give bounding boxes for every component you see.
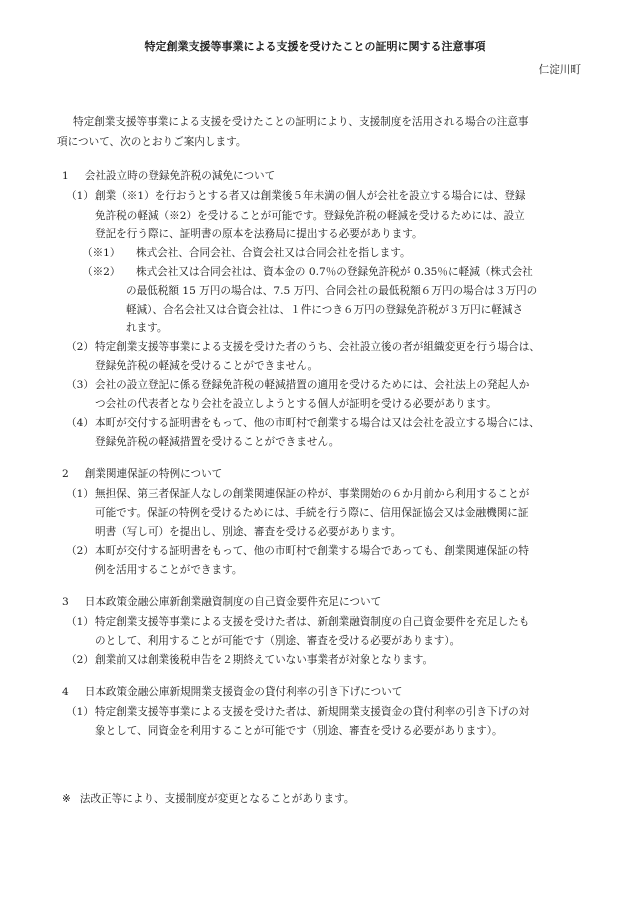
section-4-heading [62,687,402,698]
section-2-heading [62,469,222,480]
item-label: （2） [66,341,94,353]
section-number: 1 [62,170,69,182]
section-number: 3 [62,596,69,608]
note-line: れます。 [126,322,168,334]
item-line: 象として、同資金を利用することが可能です（別途、審査を受ける必要があります）。 [95,725,503,737]
item-label: （3） [66,379,94,391]
section-number: 2 [62,468,69,480]
item-line: のとして、利用することが可能です（別途、審査を受ける必要があります）。 [95,635,461,647]
item-line: 登録免許税の軽減措置を受けることができません。 [95,436,340,448]
item-line: 無担保、第三者保証人なしの創業関連保証の枠が、事業開始の６か月前から利用することが [95,488,530,500]
note-label: （※2） [82,266,121,278]
note-line: 軽減）、合名会社又は合資会社は、１件につき６万円の登録免許税が３万円に軽減さ [126,304,524,316]
intro-line-1: 特定創業支援等事業による支援を受けたことの証明により、支援制度を活用される場合の注意事 [73,116,529,128]
item-label: （1） [66,488,94,500]
section-3-heading [62,597,381,608]
item-line: 創業前又は創業後税申告を２期終えていない事業者が対象となります。 [95,654,434,666]
item-label: （1） [66,190,94,202]
issuing-office: 仁淀川町 [538,64,581,76]
item-line: 可能です。保証の特例を受けるためには、手続を行う際に、信用保証協会又は金融機関に証 [95,507,529,519]
section-title: 日本政策金融公庫新創業融資制度の自己資金要件充足について [84,596,382,608]
section-1-heading [62,171,275,182]
item-line: 登記を行う際に、証明書の原本を法務局に提出する必要があります。 [95,228,423,240]
item-line: 創業（※1）を行おうとする者又は創業後５年未満の個人が会社を設立する場合には、登録 [95,190,526,202]
item-line: 特定創業支援等事業による支援を受けた者は、新創業融資制度の自己資金要件を充足したも [95,616,530,628]
intro-line-2: 項について、次のとおりご案内します。 [57,136,247,148]
item-line: 特定創業支援等事業による支援を受けた者は、新規開業支援資金の貸付利率の引き下げの対 [95,706,530,718]
item-label: （2） [66,545,94,557]
item-line: 本町が交付する証明書をもって、他の市町村で創業する場合であっても、創業関連保証の特 [95,545,530,557]
note-line: 株式会社又は合同会社は、資本金の 0.7％の登録免許税が 0.35％に軽減（株式会社 [136,266,533,278]
item-line: 本町が交付する証明書をもって、他の市町村で創業する場合は又は会社を設立する場合には、 [95,417,540,429]
item-line: 明書（写し可）を提出し、別途、審査を受ける必要があります。 [95,526,402,538]
section-title: 会社設立時の登録免許税の減免について [84,170,276,182]
footer-note [62,794,354,805]
section-title: 日本政策金融公庫新規開業支援資金の貸付利率の引き下げについて [84,686,403,698]
item-label: （4） [66,417,94,429]
footer-text: 法改正等により、支援制度が変更となることがあります。 [79,793,355,805]
item-line: 特定創業支援等事業による支援を受けた者のうち、会社設立後の者が組織変更を行う場合は、 [95,341,540,353]
note-line: の最低税額 15 万円の場合は、7.5 万円、合同会社の最低税額６万円の場合は３万円の [126,285,538,297]
item-label: （2） [66,654,94,666]
item-label: （1） [66,616,94,628]
footer-mark: ※ [62,793,71,805]
section-number: 4 [62,686,69,698]
item-line: 登録免許税の軽減を受けることができません。 [95,360,319,372]
item-line: 例を活用することができます。 [95,564,243,576]
item-line: つ会社の代表者となり会社を設立しようとする個人が証明を受ける必要があります。 [95,398,497,410]
note-label: （※1） [82,247,121,259]
item-label: （1） [66,706,94,718]
item-line: 免許税の軽減（※2）を受けることが可能です。登録免許税の軽減を受けるためには、設立 [95,210,525,222]
item-line: 会社の設立登記に係る登録免許税の軽減措置の適用を受けるためには、会社法上の発起人か [95,379,530,391]
section-title: 創業関連保証の特例について [84,468,223,480]
note-line: 株式会社、合同会社、合資会社又は合同会社を指します。 [136,247,411,259]
document-title: 特定創業支援等事業による支援を受けたことの証明に関する注意事項 [144,40,486,53]
